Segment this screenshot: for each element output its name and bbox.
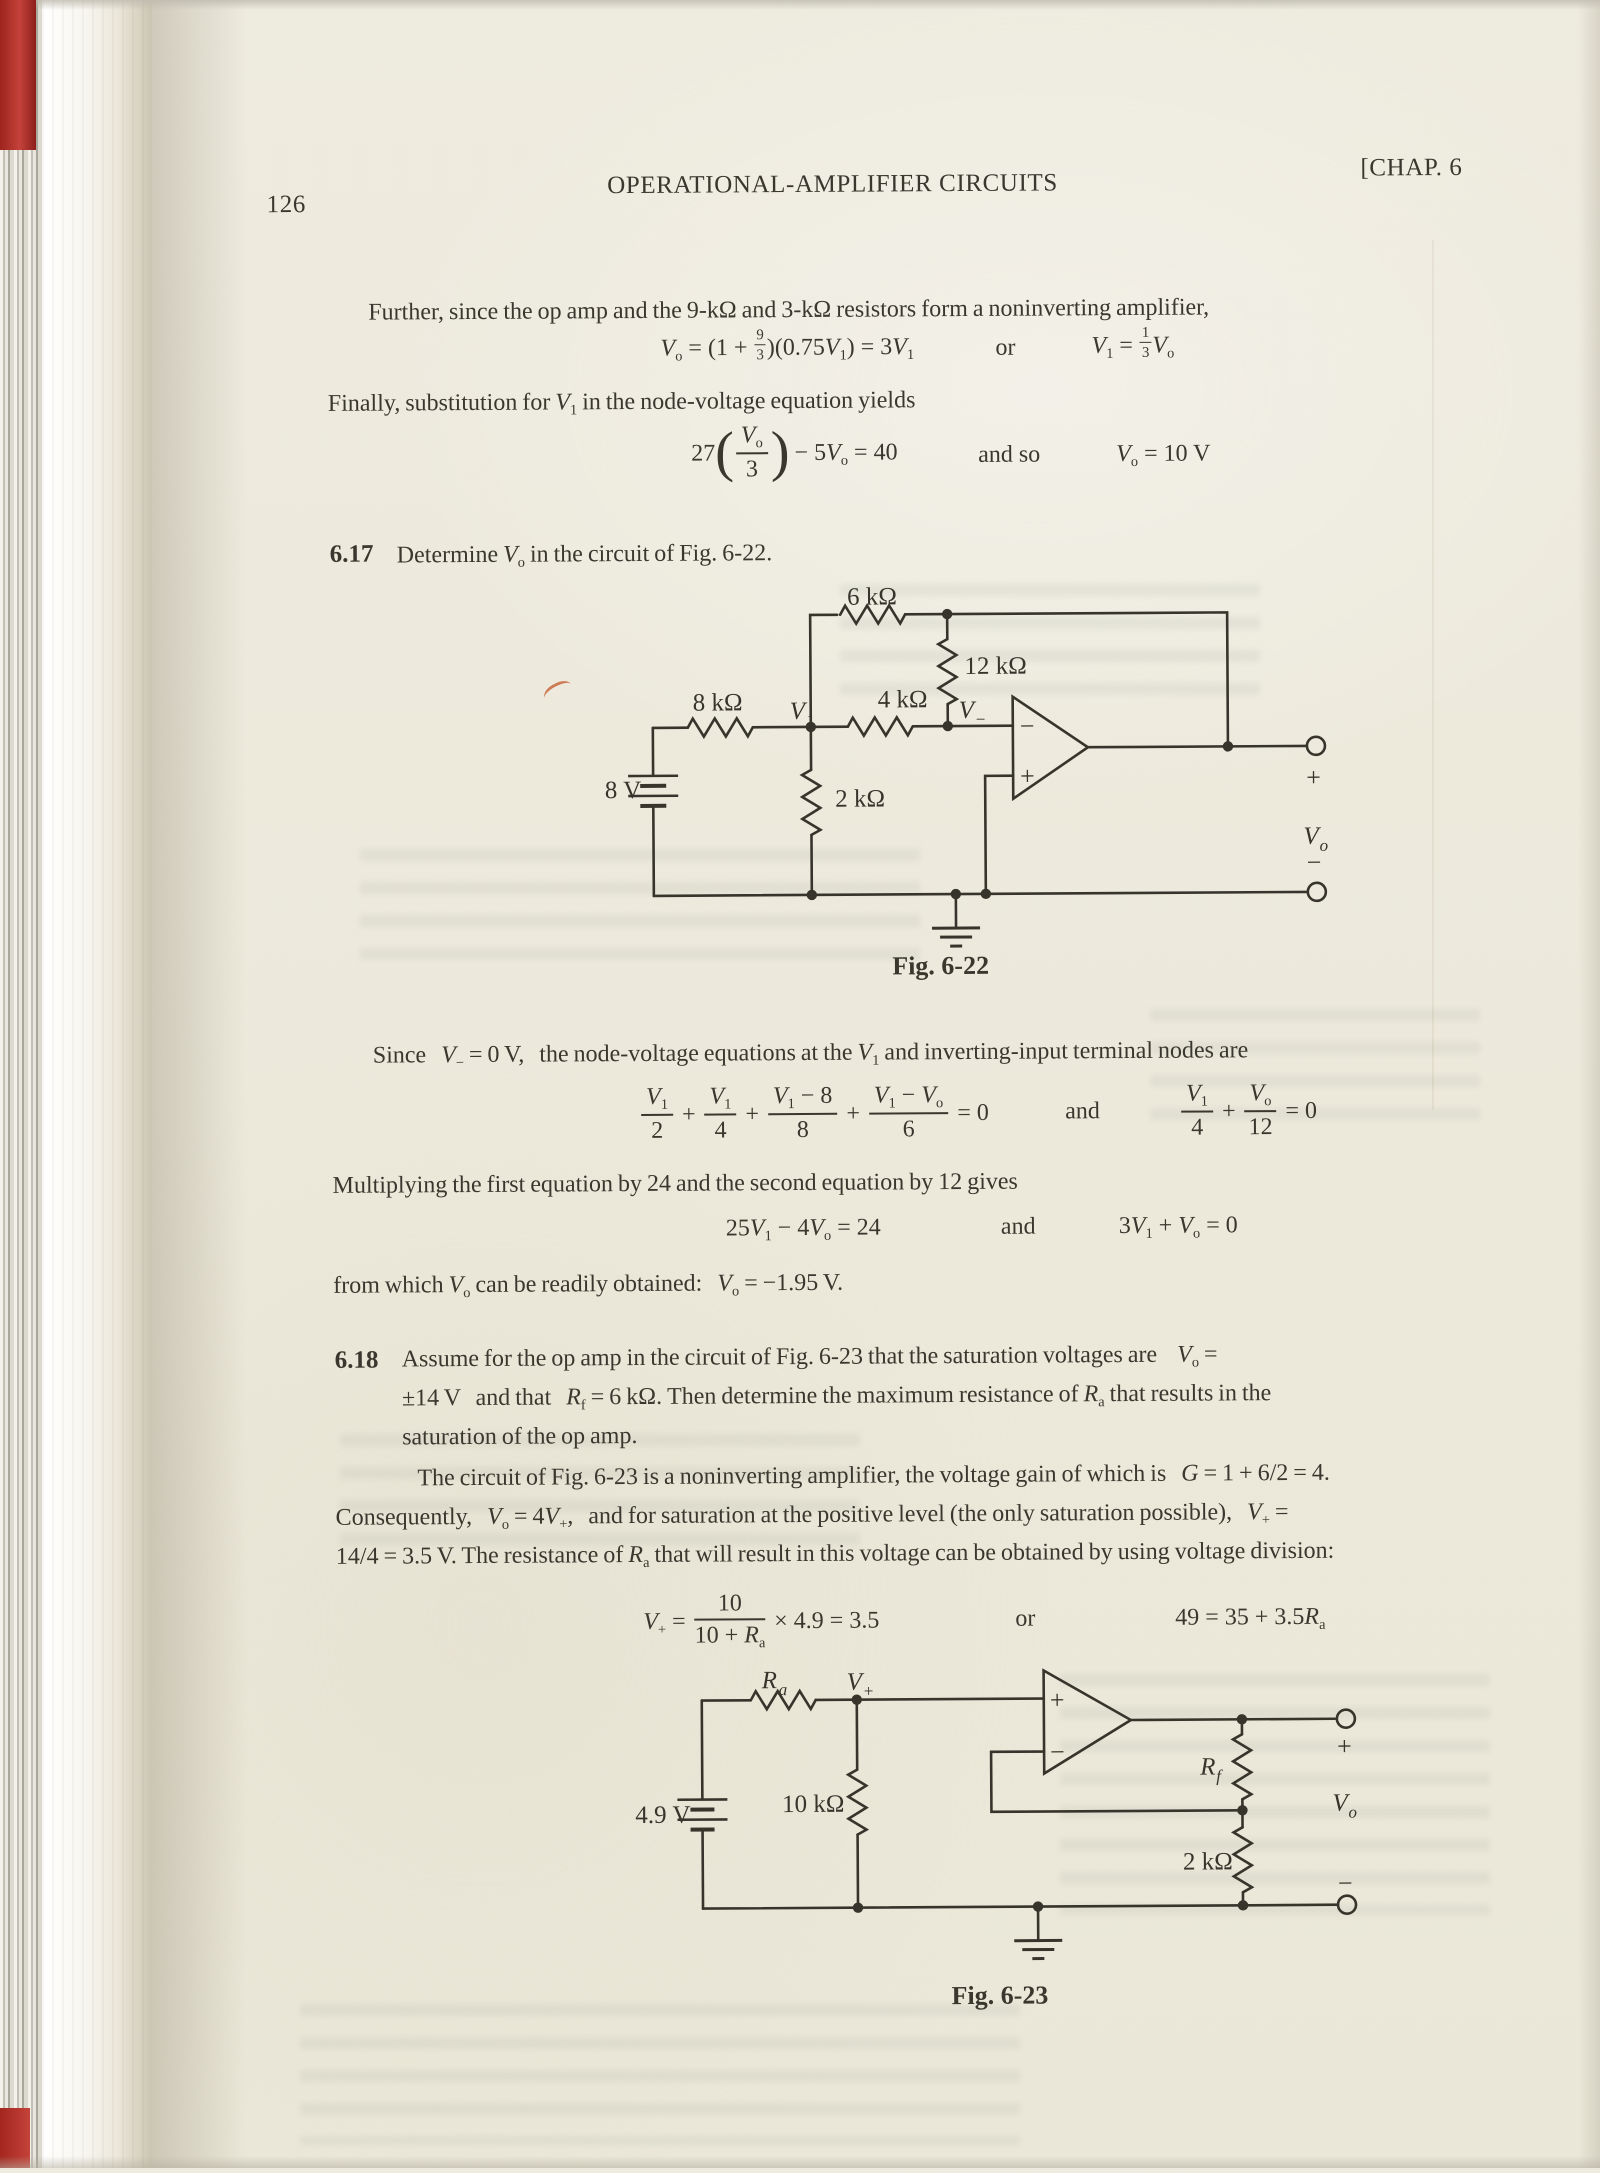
label-resistor-ra-sub: a (779, 1680, 788, 1699)
label-node-vplus: V (847, 1669, 865, 1696)
equation-divider-left: $V_+$ = $\frac{10}{10 + R_a}$ × 4.9 = 3.5 (643, 1592, 879, 1654)
figure-6-23-circuit (603, 1646, 1425, 1981)
opamp-noninverting-input-mark: + (1050, 1685, 1065, 1714)
label-node-vminus-sub: − (975, 710, 987, 729)
resistor-rf (1233, 1734, 1251, 1799)
battery-8v-icon (628, 728, 679, 896)
ground-icon (932, 894, 980, 946)
label-resistor-6k: 6 kΩ (847, 583, 897, 610)
output-terminal-bottom (1338, 1896, 1356, 1914)
resistor-8k (688, 718, 753, 736)
label-resistor-rf-sub: f (1216, 1766, 1223, 1785)
solution-618-line2: Consequently, $V_o = 4V_+$, and for saturation at the positive level (the only saturation possible), $V_+$ = (336, 1497, 1289, 1541)
running-head-title: OPERATIONAL-AMPLIFIER CIRCUITS (592, 169, 1072, 200)
resistor-2k (1234, 1827, 1252, 1892)
equation-scaled-left: $25V_1 - 4V_o = 24$ (726, 1215, 881, 1246)
figure-6-23-caption: Fig. 6-23 (951, 1981, 1048, 2012)
label-resistor-rf: R (1199, 1753, 1215, 1780)
resistor-10k (848, 1770, 866, 1835)
equation-gain-connector: or (995, 335, 1015, 362)
equation-scaled-right: $3V_1 + V_o = 0$ (1119, 1212, 1238, 1243)
equation-node-voltage-left: $\frac{V_1}{2}$ + $\frac{V_1}{4}$ + $\frac{V_1 - 8}{8}$ + $\frac{V_1 - V_o}{6}$ = 0 (638, 1084, 989, 1147)
resistor-12k (938, 639, 956, 704)
node-dots (852, 1692, 1249, 1913)
output-terminal-top (1307, 737, 1325, 755)
equation-node-voltage-right: $\frac{V_1}{4}$ + $\frac{V_o}{12}$ = 0 (1178, 1082, 1317, 1144)
label-resistor-8k: 8 kΩ (693, 689, 743, 716)
chapter-label: [CHAP. 6 (1360, 154, 1462, 183)
equation-node-voltage-connector: and (1065, 1098, 1100, 1125)
paragraph-further: Further, since the op amp and the 9-kΩ and 3-kΩ resistors form a noninverting amplifier, (368, 292, 1209, 327)
equation-substitution-left: 27( $\frac{V_o}{3}$ ) − $5V_o = 40$ (691, 423, 898, 485)
label-resistor-ra: R (761, 1667, 777, 1694)
label-node-vminus: V (959, 697, 977, 724)
label-source-4v9: 4.9 V (635, 1802, 690, 1829)
label-node-v1: V (790, 698, 808, 725)
resistor-4k (848, 717, 913, 735)
label-resistor-2k: 2 kΩ (835, 785, 885, 812)
solution-618-line3: 14/4 = 3.5 V. The resistance of $R_a$ that will result in this voltage can be obtained by using voltage division: (336, 1536, 1335, 1580)
figure-6-22-caption: Fig. 6-22 (892, 951, 989, 982)
output-polarity-plus: + (1337, 1732, 1352, 1761)
problem-618-number: 6.18 (335, 1347, 379, 1375)
label-resistor-2k: 2 kΩ (1183, 1848, 1233, 1875)
label-output-vo: V (1332, 1790, 1350, 1817)
output-polarity-plus: + (1306, 763, 1321, 792)
wires (652, 603, 1308, 896)
problem-617-number: 6.17 (330, 541, 374, 569)
output-terminal-bottom (1308, 883, 1326, 901)
label-output-vo-sub: o (1319, 836, 1328, 855)
equation-divider-connector: or (1015, 1606, 1035, 1633)
label-node-vplus-sub: + (863, 1682, 875, 1701)
label-resistor-4k: 4 kΩ (878, 686, 928, 713)
equation-substitution-right: $V_o = 10$ V (1116, 440, 1210, 471)
problem-618-line3: saturation of the op amp. (402, 1421, 637, 1452)
page-number: 126 (267, 191, 306, 219)
label-source-8v: 8 V (605, 777, 642, 804)
problem-618-line2: ±14 V and that $R_f = 6$ kΩ. Then determine the maximum resistance of $R_a$ that results in the (402, 1378, 1272, 1421)
output-terminal-top (1337, 1710, 1355, 1728)
output-polarity-minus: − (1338, 1869, 1353, 1898)
equation-scaled-connector: and (1001, 1214, 1036, 1241)
equation-gain-left: $V_o = (1$ + $\frac{9}{3}$ )$(0.75V_1) = 3V_1$ (660, 330, 914, 368)
paragraph-finally: Finally, substitution for $V_1$ in the node-voltage equation yields (328, 385, 916, 427)
node-dots (805, 607, 1234, 900)
paragraph-result: from which $V_o$ can be readily obtained: $V_o = -1.95$ V. (333, 1268, 843, 1309)
label-node-v1-sub: 1 (806, 711, 815, 730)
opamp-inverting-input-mark: − (1050, 1737, 1065, 1766)
label-output-vo-sub: o (1348, 1803, 1357, 1822)
label-resistor-12k: 12 kΩ (964, 653, 1027, 680)
output-polarity-minus: − (1307, 848, 1322, 877)
problem-618-line1: Assume for the op amp in the circuit of Fig. 6-23 that the saturation voltages are $V_o$ = (402, 1339, 1218, 1382)
equation-gain-right: $V_1$ = $\frac{1}{3}$ $V_o$ (1091, 329, 1174, 366)
label-resistor-10k: 10 kΩ (782, 1791, 845, 1818)
opamp-inverting-input-mark: − (1020, 712, 1035, 741)
ground-icon (1014, 1906, 1062, 1958)
paragraph-since: Since $V_- = 0$ V, the node-voltage equations at the $V_1$ and inverting-input terminal nodes are (373, 1035, 1249, 1078)
paragraph-multiplying: Multiplying the first equation by 24 and the second equation by 12 gives (333, 1167, 1018, 1201)
figure-6-22-circuit (592, 571, 1404, 986)
equation-divider-right: $49 = 35 + 3.5R_a$ (1175, 1604, 1325, 1635)
equation-substitution-connector: and so (978, 442, 1040, 469)
resistor-2k (802, 770, 820, 835)
label-output-vo: V (1303, 823, 1321, 850)
solution-618-line1: The circuit of Fig. 6-23 is a noninverting amplifier, the voltage gain of which is G = 1 + 6/2 = 4. (417, 1458, 1330, 1494)
opamp-noninverting-input-mark: + (1020, 762, 1035, 791)
problem-617-statement: Determine $V_o$ in the circuit of Fig. 6-22. (397, 538, 773, 578)
